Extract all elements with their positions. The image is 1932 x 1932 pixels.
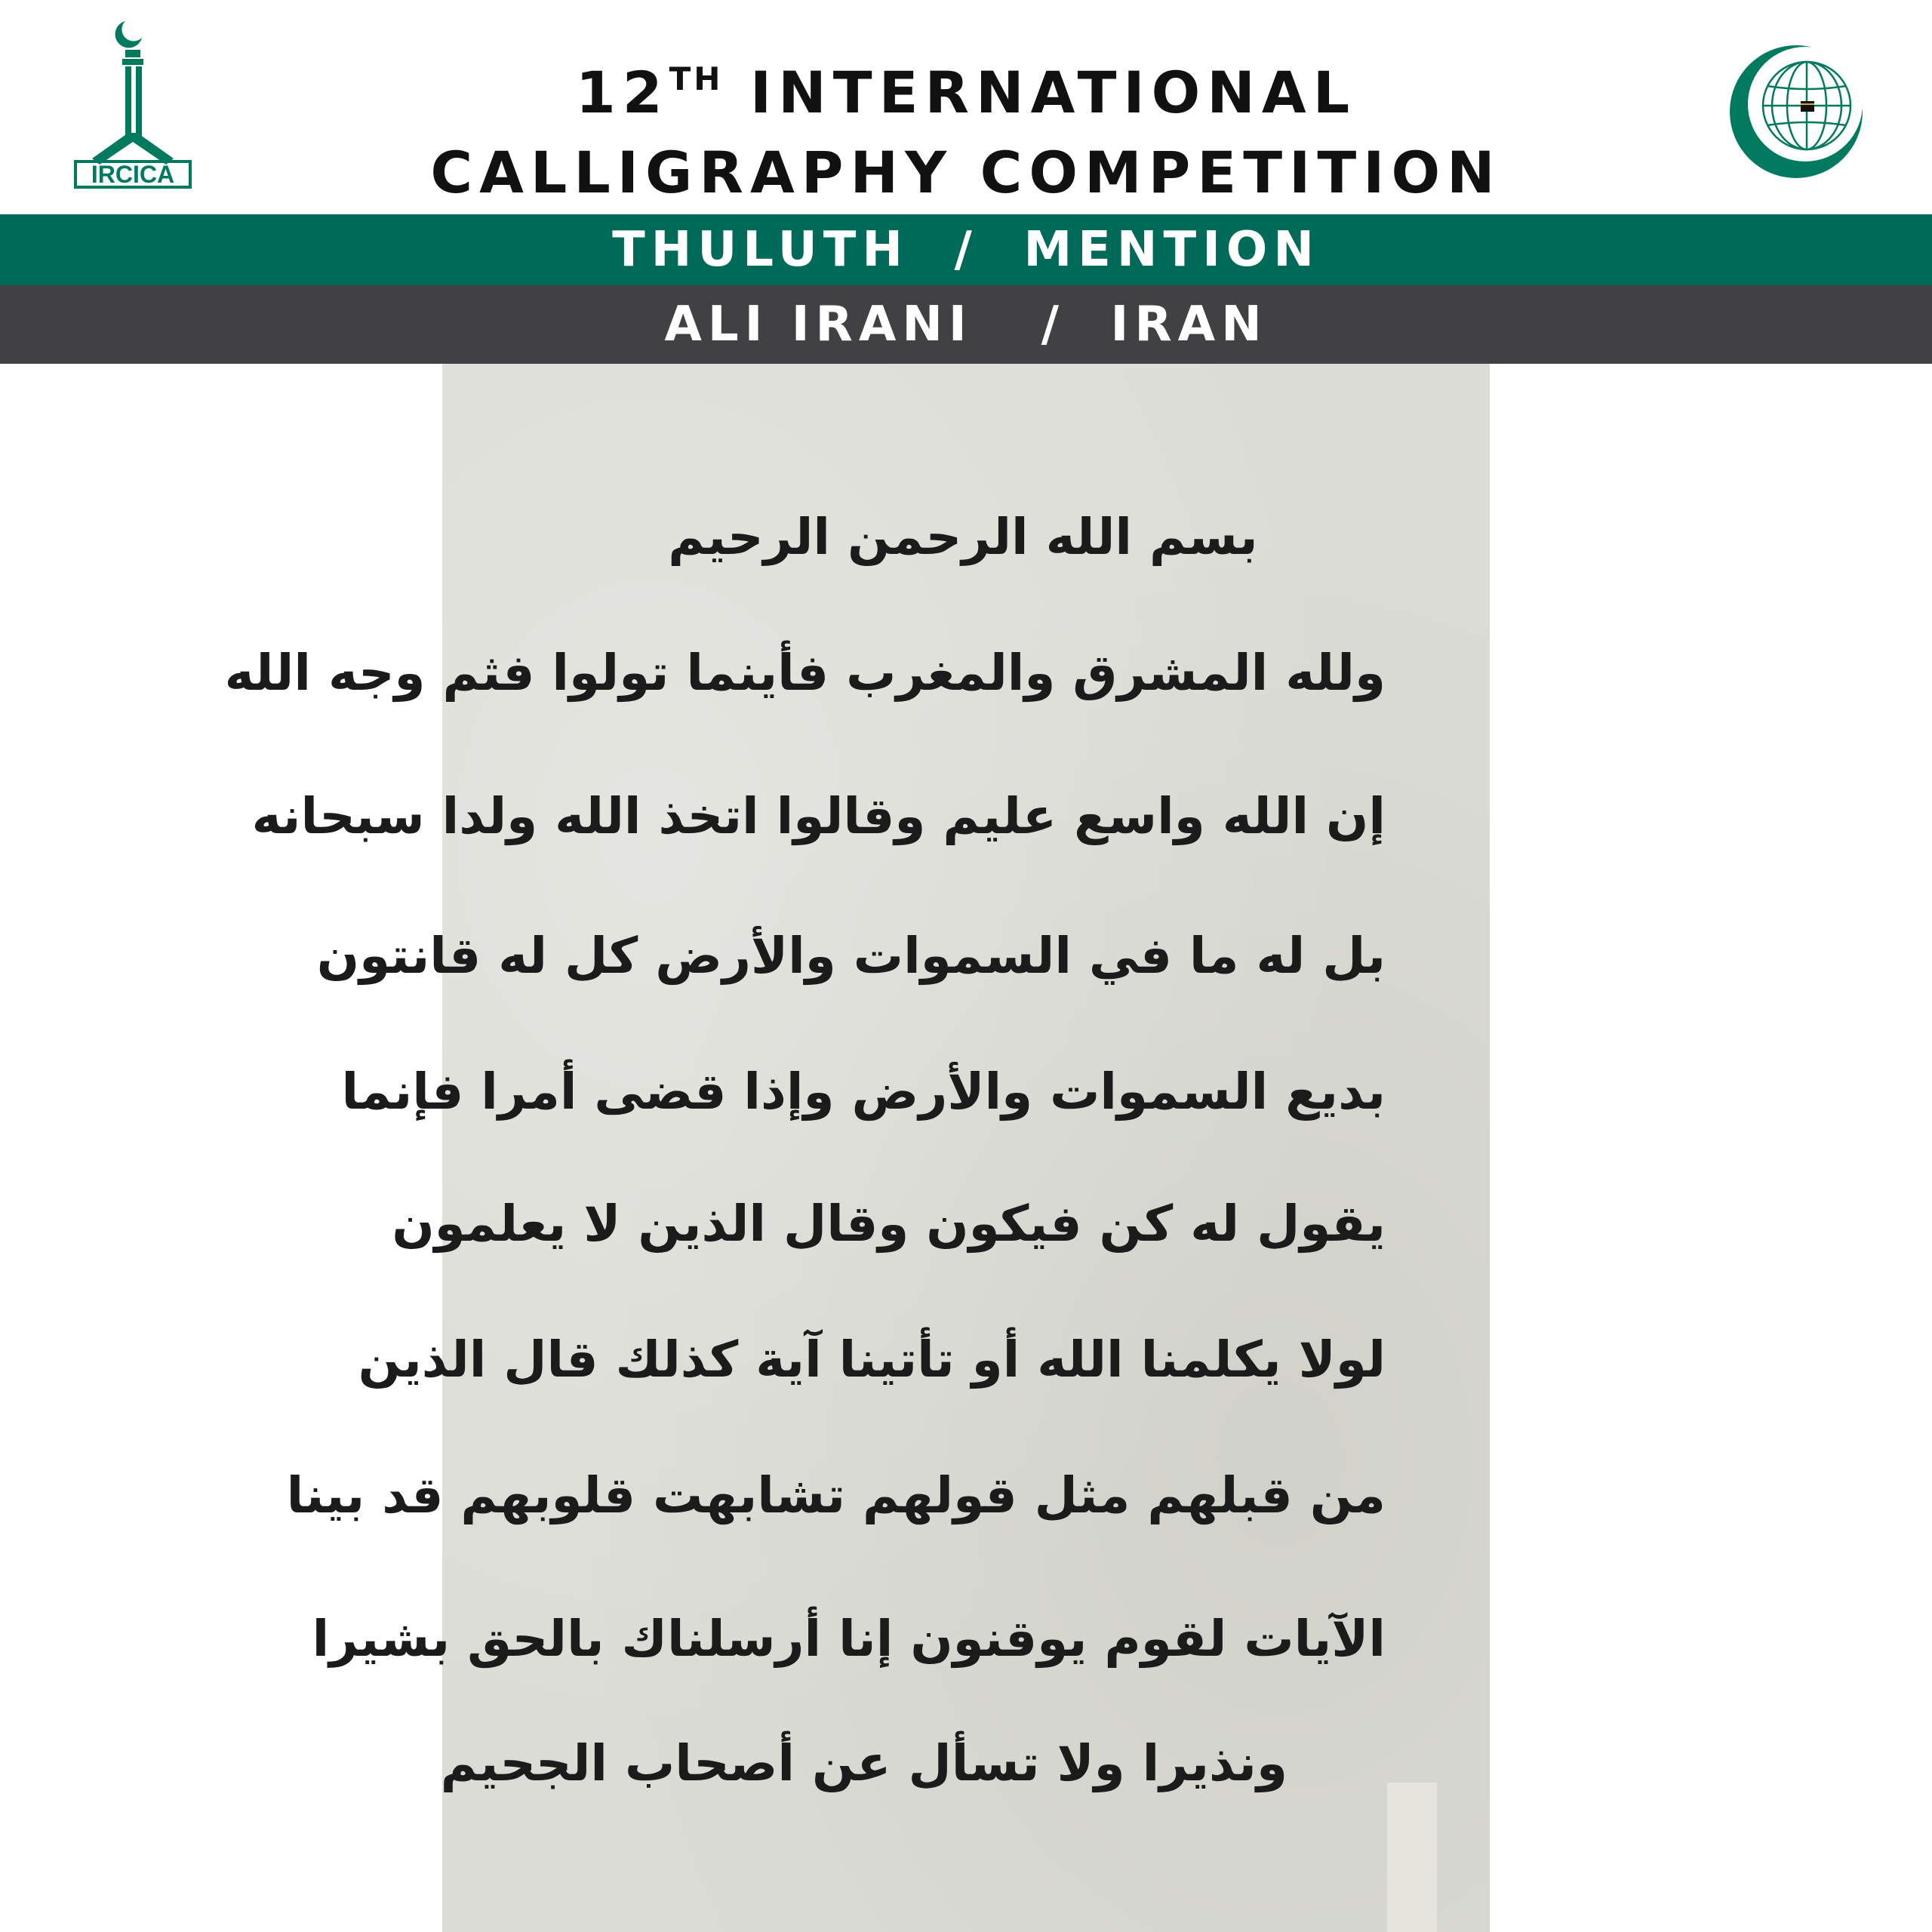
ircica-logo-text: IRCICA [91,161,175,188]
paper-patch [1387,1783,1437,1932]
category-band: THULUTH / MENTION [0,214,1932,285]
oic-globe-logo [1728,44,1864,180]
artist-band: ALI IRANI / IRAN [0,285,1932,364]
page-title [0,39,1932,213]
title-line2: CALLIGRAPHY COMPETITION [430,139,1502,206]
calligraphy-line: إن الله واسع عليم وقالوا اتخذ الله ولدا سبحانه [251,787,1386,845]
calligraphy-line: الآيات لقوم يوقنون إنا أرسلناك بالحق بشيرا [312,1610,1386,1668]
calligraphy-line: لولا يكلمنا الله أو تأتينا آية كذلك قال الذين [358,1331,1386,1389]
calligraphy-line: بديع السموات والأرض وإذا قضى أمرا فإنما [341,1063,1386,1121]
calligraphy-line: يقول له كن فيكون وقال الذين لا يعلمون [392,1195,1386,1253]
calligraphy-line: بل له ما في السموات والأرض كل له قانتون [316,927,1386,985]
calligraphy-line: ولله المشرق والمغرب فأينما تولوا فثم وجه الله [224,644,1386,702]
kaaba-icon [1801,101,1814,112]
calligraphy-line: من قبلهم مثل قولهم تشابهت قلوبهم قد بينا [286,1466,1386,1524]
title-line1-rest: INTERNATIONAL [723,59,1357,126]
calligraphy-line: ونذيرا ولا تسأل عن أصحاب الجحيم [440,1734,1287,1792]
calligraphy-artwork [224,364,1490,1932]
title-number: 12 [575,59,669,126]
title-ordinal: TH [669,60,724,97]
calligraphy-line-basmala: بسم الله الرحمن الرحيم [668,508,1258,566]
header [0,0,1932,214]
